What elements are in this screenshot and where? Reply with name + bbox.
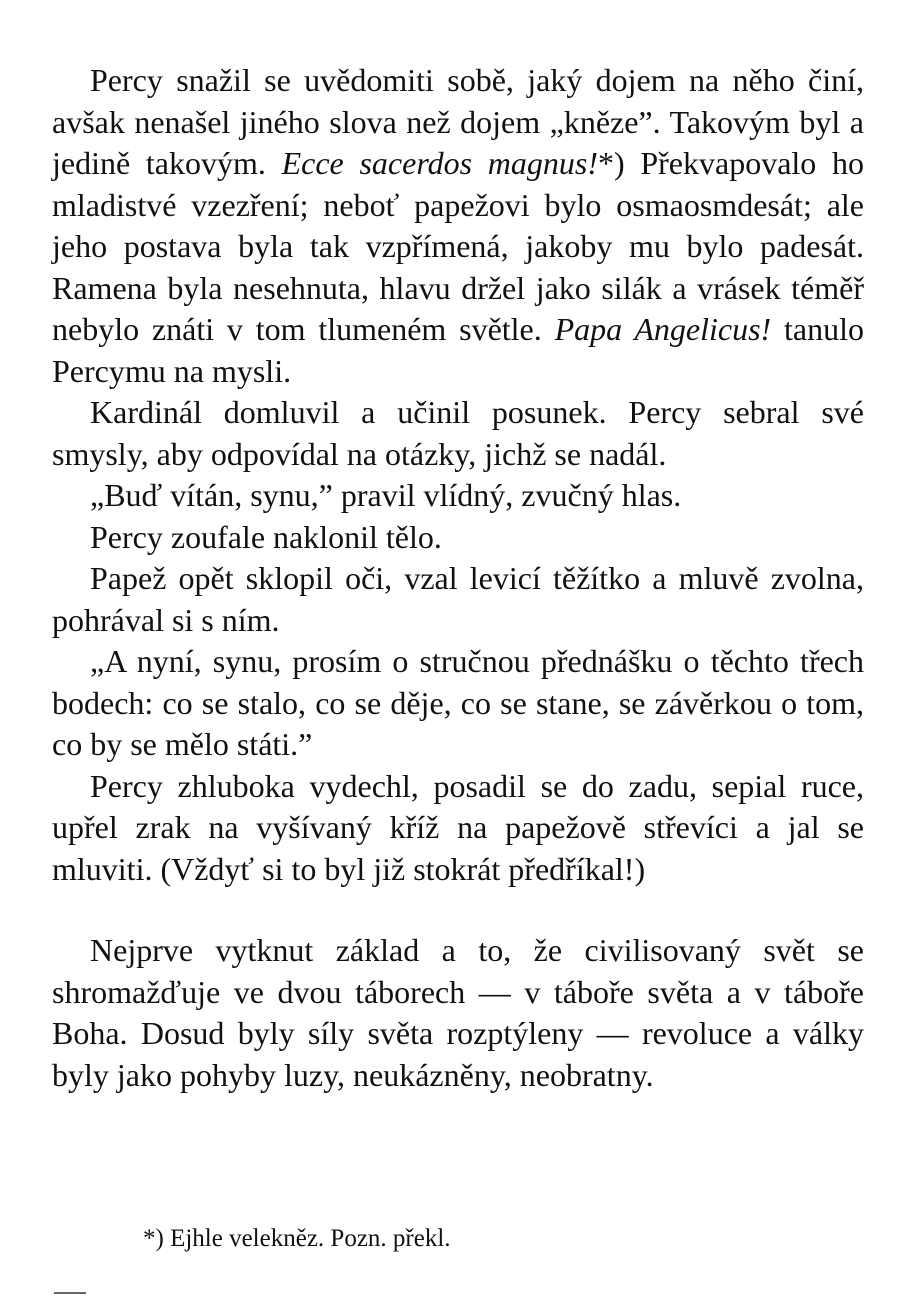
- paragraph: Nejprve vytknut základ a to, že civilisovaný svět se shromažďuje ve dvou táborech — v táboře světa a v táboře Boha. Dosud byly síly světa rozptýleny — revoluce a války byly jako pohyby luzy, neukázněny, neobratny.: [52, 932, 864, 1093]
- paragraph: Papež opět sklopil oči, vzal levicí těžítko a mluvě zvolna, pohrával si s ním.: [52, 560, 864, 638]
- text-run: Percy snažil se uvědomiti sobě, jaký dojem na něho činí, avšak nenašel jiného slova než dojem „kněze”. Takovým byl a jedině takovým.: [52, 62, 864, 181]
- paragraph: „Buď vítán, synu,” pravil vlídný, zvučný hlas.: [90, 477, 682, 513]
- latin-phrase: Ecce sacerdos magnus!: [281, 145, 598, 181]
- paragraph: Percy zoufale naklonil tělo.: [90, 518, 442, 555]
- latin-phrase: Papa Angelicus!: [554, 311, 772, 347]
- text-run: tanulo Percymu na mysli.: [52, 311, 865, 389]
- text-run: *) Překvapovalo ho mladistvé vzezření; neboť papežovi bylo osmaosmdesát; ale jeho postava byla tak vzpřímená, jakoby mu bylo padesát. Ramena byla nesehnuta, hlavu držel jako silák a vrásek téměř nebylo znáti v tom tlumeném světle.: [52, 145, 864, 347]
- paragraph: „A nyní, synu, prosím o stručnou přednášku o těchto třech bodech: co se stalo, co se děje, co se stane, se závěrkou o tom, co by se mělo státi.”: [52, 643, 864, 762]
- page-number-mark: [54, 1292, 86, 1300]
- footnote: *) Ejhle velekněz. Pozn. překl.: [143, 1225, 451, 1252]
- paragraph: Kardinál domluvil a učinil posunek. Percy sebral své smysly, aby odpovídal na otázky, jichž se nadál.: [52, 394, 864, 472]
- body-text: [52, 60, 864, 1096]
- paragraph: Percy zhluboka vydechl, posadil se do zadu, sepial ruce, upřel zrak na vyšívaný kříž na papežově střevíci a jal se mluviti. (Vždyť si to byl již stokrát předříkal!): [52, 767, 864, 887]
- paragraph: [52, 60, 864, 392]
